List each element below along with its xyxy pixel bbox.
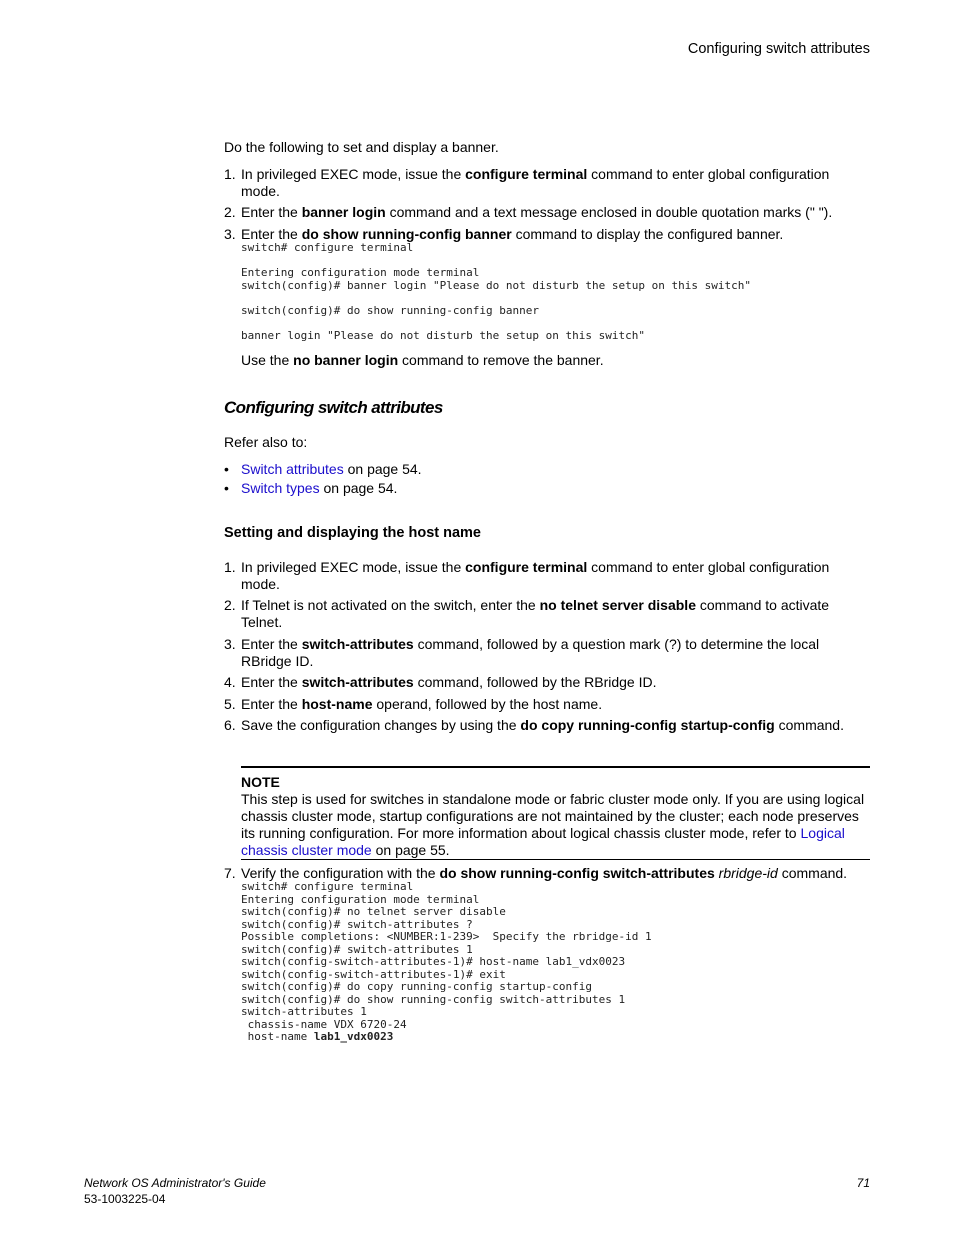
remove-banner-note [241,352,604,369]
remove-pre: Use the [241,352,294,368]
hostname-code-block [241,881,652,1044]
step-number: 2. [224,597,236,613]
step-arg: rbridge-id [718,865,778,881]
refer-also: Refer also to: [224,434,308,450]
step-text-end: command, followed by a question mark (?) to determine the local RBridge ID. [241,636,820,669]
hostname-heading: Setting and displaying the host name [224,525,481,541]
bullet-suffix: on page 54. [343,461,422,477]
step-text-end: command to enter global configuration mode. [241,559,830,592]
step-number: 4. [224,674,236,690]
step-text: Verify the configuration with the [241,865,440,881]
step-number: 1. [224,166,236,182]
step-text: In privileged EXEC mode, issue the [241,559,466,575]
step-text-end: command. [777,865,848,881]
logical-chassis-link[interactable]: Logical chassis cluster mode [241,825,845,858]
switch-attributes-link[interactable]: Switch attributes [241,461,344,477]
remove-cmd: no banner login [293,352,399,368]
bullet-suffix: on page 54. [319,480,398,496]
step-text-end: command, followed by the RBridge ID. [413,674,657,690]
code-hostname-value: lab1_vdx0023 [313,1030,394,1043]
step-cmd: switch-attributes [301,674,414,690]
banner-code-block: switch# configure terminal Entering configuration mode terminal switch(config)# banner login "Please do not disturb the setup on this switch" switch(config)# do show running-config banner banner login "Please do not disturb the setup on this switch" [241,241,751,342]
step-number: 6. [224,717,236,733]
step-text-end: command to activate Telnet. [241,597,830,630]
step-cmd: configure terminal [465,166,588,182]
step-number: 3. [224,636,236,652]
section-heading: Configuring switch attributes [224,398,443,417]
step-cmd: do copy running-config startup-config [520,717,775,733]
step-number: 3. [224,226,236,242]
step-cmd: do show running-config switch-attributes [439,865,715,881]
note-bottom-rule [241,859,870,860]
footer-guide-title: Network OS Administrator's Guide [84,1176,266,1190]
step-number: 5. [224,696,236,712]
step-text: Enter the [241,226,302,242]
step-text: Save the configuration changes by using the [241,717,521,733]
note-body [241,791,873,859]
step-text: If Telnet is not activated on the switch, enter the [241,597,540,613]
note-text: This step is used for switches in standalone mode or fabric cluster mode only. If you are using logical chassis cluster mode, startup configurations are not maintained by the cluster; each node preserves its running configuration. For more information about logical chassis cluster mode, refer to [241,791,865,841]
step-cmd: banner login [301,204,386,220]
step-cmd: switch-attributes [301,636,414,652]
step-text: Enter the [241,674,302,690]
step-number: 2. [224,204,236,220]
bullet-dot: • [224,480,229,496]
step-text: In privileged EXEC mode, issue the [241,166,466,182]
note-label: NOTE [241,774,280,790]
step-text: Enter the [241,636,302,652]
step-text-end: command. [774,717,844,733]
step-cmd: do show running-config banner [301,226,512,242]
step-number: 1. [224,559,236,575]
bullet-dot: • [224,461,229,477]
step-cmd: no telnet server disable [539,597,696,613]
code-text: switch# configure terminal Entering configuration mode terminal switch(config)# no telnet server disable switch(config)# switch-attributes ? Possible completions: <NUMBER:1-239> Specify the rbridge-id 1 switch(config)# switch-attributes 1 switch(config-switch-attributes-1)# host-name lab1_vdx0023 switch(config-switch-attributes-1)# exit switch(config)# do copy running-config startup-config switch(config)# do show running-config switch-attributes 1 switch-attributes 1 chassis-name VDX 6720-24 host-name [241,880,652,1043]
page-number: 71 [856,1176,870,1190]
switch-types-link[interactable]: Switch types [241,480,320,496]
banner-intro: Do the following to set and display a banner. [224,139,499,155]
footer-doc-id: 53-1003225-04 [84,1192,166,1206]
remove-post: command to remove the banner. [398,352,604,368]
step-number: 7. [224,865,236,881]
step-text: Enter the [241,696,302,712]
step-text-end: command to display the configured banner. [511,226,784,242]
step-text-end: command to enter global configuration mode. [241,166,830,199]
note-suffix: on page 55. [371,842,450,858]
step-cmd: host-name [301,696,373,712]
running-header: Configuring switch attributes [687,41,870,57]
step-text-end: operand, followed by the host name. [372,696,603,712]
step-text-end: command and a text message enclosed in double quotation marks (" "). [385,204,833,220]
step-cmd: configure terminal [465,559,588,575]
note-top-rule [241,766,870,768]
step-text: Enter the [241,204,302,220]
